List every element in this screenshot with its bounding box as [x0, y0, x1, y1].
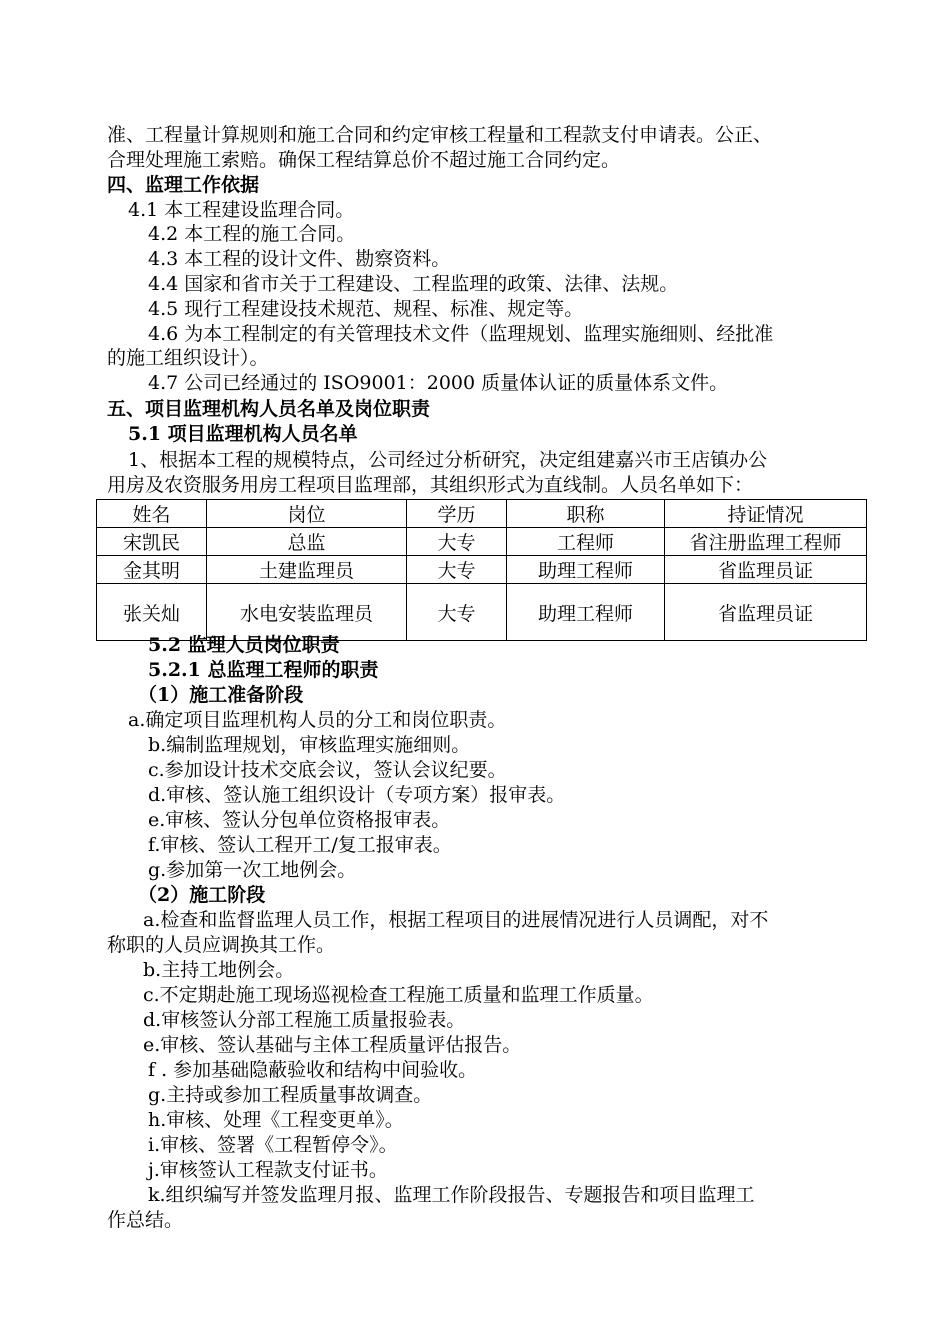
table-cell: 工程师: [507, 528, 665, 556]
list-item: c.不定期赴施工现场巡视检查工程施工质量和监理工作质量。: [143, 984, 654, 1006]
list-item: d.审核签认分部工程施工质量报验表。: [143, 1009, 466, 1031]
table-cell: 水电安装监理员: [207, 584, 407, 641]
section-heading-5: 五、项目监理机构人员名单及岗位职责: [107, 398, 431, 420]
item-4-1: 4.1 本工程建设监理合同。: [128, 199, 355, 221]
list-item: a.检查和监督监理人员工作，根据工程项目的进展情况进行人员调配，对不: [143, 909, 769, 931]
paragraph-line: 准、工程量计算规则和施工合同和约定审核工程量和工程款支付申请表。公正、: [107, 124, 773, 146]
list-item: i.审核、签署《工程暂停令》。: [148, 1134, 398, 1156]
stage-heading-1: （1）施工准备阶段: [138, 684, 304, 706]
table-row: [97, 584, 867, 641]
table-cell: 助理工程师: [507, 584, 665, 641]
list-item: b.主持工地例会。: [143, 959, 295, 981]
list-item: c.参加设计技术交底会议，签认会议纪要。: [148, 759, 507, 781]
item-4-6: 4.6 为本工程制定的有关管理技术文件（监理规划、监理实施细则、经批准: [148, 323, 774, 345]
item-4-7: 4.7 公司已经通过的 ISO9001：2000 质量体认证的质量体系文件。: [148, 372, 729, 394]
table-header-cell: 学历: [407, 500, 507, 528]
list-item: b.编制监理规划，审核监理实施细则。: [148, 734, 471, 756]
table-cell: 省监理员证: [665, 556, 867, 584]
table-header-cell: 持证情况: [665, 500, 867, 528]
item-4-2: 4.2 本工程的施工合同。: [148, 223, 356, 245]
list-item-cont: 作总结。: [107, 1209, 184, 1231]
table-cell: 省监理员证: [665, 584, 867, 641]
table-cell: 大专: [407, 528, 507, 556]
item-4-5: 4.5 现行工程建设技术规范、规程、标准、规定等。: [148, 298, 584, 320]
paragraph-line: 合理处理施工索赔。确保工程结算总价不超过施工合同约定。: [107, 149, 621, 171]
list-item: h.审核、处理《工程变更单》。: [148, 1109, 404, 1131]
table-cell: 宋凯民: [97, 528, 207, 556]
subsection-heading-5-1: 5.1 项目监理机构人员名单: [128, 423, 358, 445]
table-cell: 金其明: [97, 556, 207, 584]
list-item: j.审核签认工程款支付证书。: [148, 1159, 388, 1181]
section-heading-4: 四、监理工作依据: [107, 174, 260, 196]
list-item: g.主持或参加工程质量事故调查。: [148, 1084, 433, 1106]
list-item: a.确定项目监理机构人员的分工和岗位职责。: [128, 709, 507, 731]
paragraph-line: 用房及农资服务用房工程项目监理部，其组织形式为直线制。人员名单如下：: [107, 474, 754, 496]
list-item: f . 参加基础隐蔽验收和结构中间验收。: [148, 1059, 478, 1081]
stage-heading-2: （2）施工阶段: [138, 884, 266, 906]
table-header-cell: 职称: [507, 500, 665, 528]
list-item-cont: 称职的人员应调换其工作。: [107, 934, 336, 956]
item-4-4: 4.4 国家和省市关于工程建设、工程监理的政策、法律、法规。: [148, 273, 679, 295]
table-header-cell: 岗位: [207, 500, 407, 528]
table-cell: 总监: [207, 528, 407, 556]
table-header-row: [97, 500, 867, 528]
list-item: e.审核、签认分包单位资格报审表。: [148, 809, 451, 831]
subsection-heading-5-2-1: 5.2.1 总监理工程师的职责: [148, 659, 379, 681]
table-row: [97, 528, 867, 556]
list-item: e.审核、签认基础与主体工程质量评估报告。: [143, 1034, 522, 1056]
list-item: f.审核、签认工程开工/复工报审表。: [148, 834, 452, 856]
list-item: g.参加第一次工地例会。: [148, 859, 357, 881]
table-cell: 大专: [407, 556, 507, 584]
table-cell: 大专: [407, 584, 507, 641]
table-cell: 助理工程师: [507, 556, 665, 584]
list-item: k.组织编写并签发监理月报、监理工作阶段报告、专题报告和项目监理工: [148, 1184, 755, 1206]
table-cell: 省注册监理工程师: [665, 528, 867, 556]
staff-table: [96, 499, 867, 641]
table-row: [97, 556, 867, 584]
paragraph-line: 1、根据本工程的规模特点，公司经过分析研究，决定组建嘉兴市王店镇办公: [128, 449, 768, 471]
subsection-heading-5-2: 5.2 监理人员岗位职责: [148, 634, 340, 656]
table-header-cell: 姓名: [97, 500, 207, 528]
table-cell: 土建监理员: [207, 556, 407, 584]
item-4-3: 4.3 本工程的设计文件、勘察资料。: [148, 248, 451, 270]
list-item: d.审核、签认施工组织设计（专项方案）报审表。: [148, 784, 566, 806]
table-cell: 张关灿: [97, 584, 207, 641]
item-4-6-cont: 的施工组织设计）。: [107, 347, 269, 369]
